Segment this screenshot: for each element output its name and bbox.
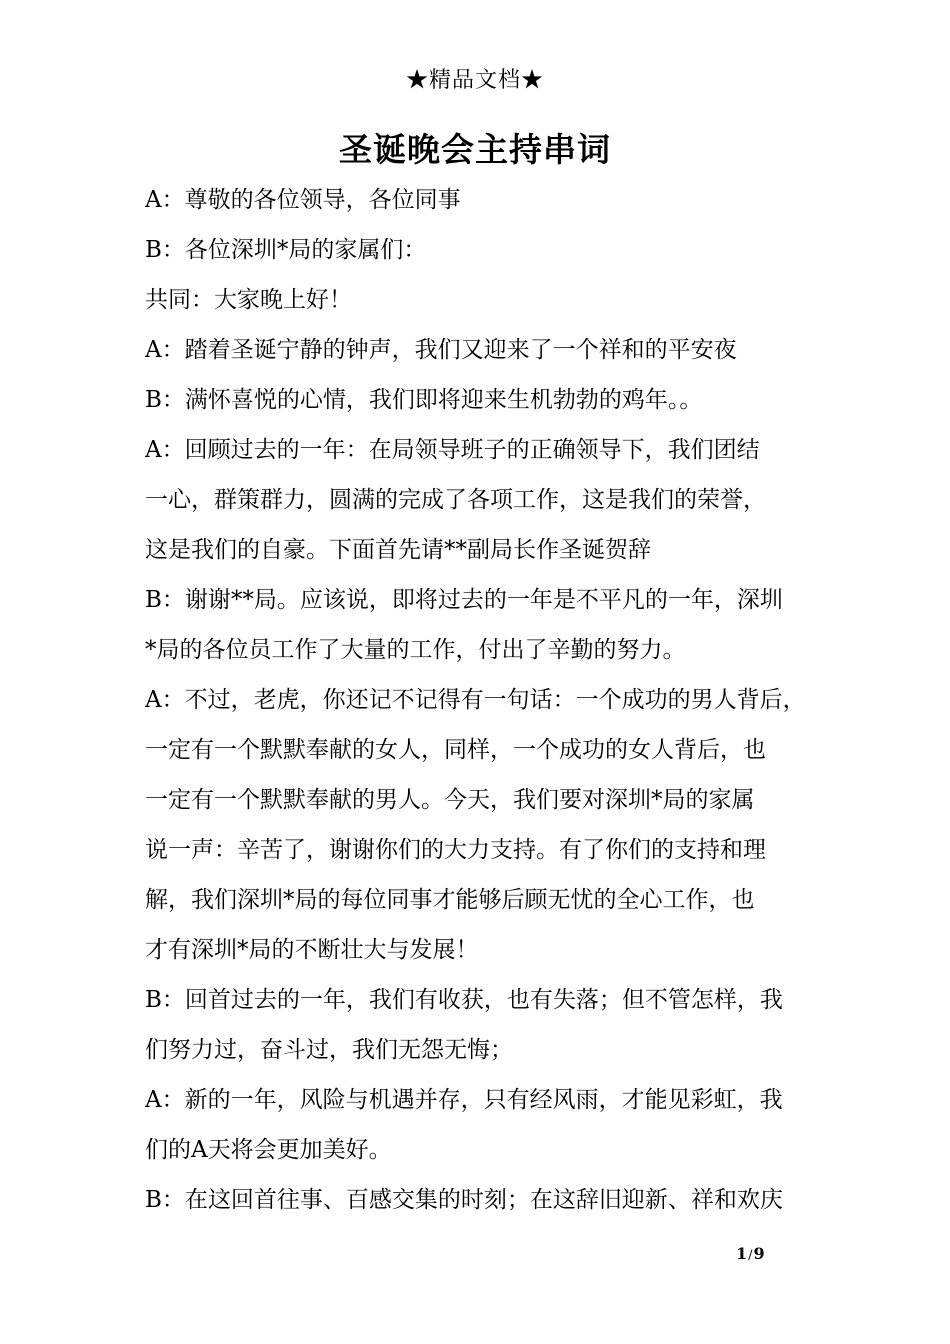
body-line: 这是我们的自豪。下面首先请**副局长作圣诞贺辞 [145, 537, 651, 563]
page-number [736, 1244, 796, 1266]
page-number-separator: / [748, 1248, 753, 1263]
body-line: *局的各位员工作了大量的工作，付出了辛勤的努力。 [145, 637, 686, 663]
body-line: 共同：大家晚上好！ [145, 287, 352, 313]
body-line: A：回顾过去的一年：在局领导班子的正确领导下，我们团结 [145, 437, 760, 463]
body-line: 们的A天将会更加美好。 [145, 1137, 392, 1163]
body-line: A：不过，老虎，你还记不记得有一句话：一个成功的男人背后， [145, 687, 806, 713]
body-line: B：在这回首往事、百感交集的时刻；在这辞旧迎新、祥和欢庆 [145, 1187, 783, 1213]
page-number-total: 9 [753, 1244, 765, 1263]
body-line: B：谢谢**局。应该说，即将过去的一年是不平凡的一年，深圳 [145, 587, 783, 613]
body-line: 一定有一个默默奉献的男人。今天，我们要对深圳*局的家属 [145, 787, 755, 813]
document-body [145, 178, 810, 1228]
body-line: 说一声：辛苦了，谢谢你们的大力支持。有了你们的支持和理 [145, 837, 766, 863]
body-line: A：踏着圣诞宁静的钟声，我们又迎来了一个祥和的平安夜 [145, 337, 737, 363]
body-line: 一定有一个默默奉献的女人，同样，一个成功的女人背后，也 [145, 737, 766, 763]
body-line: 一心，群策群力，圆满的完成了各项工作，这是我们的荣誉， [145, 487, 766, 513]
body-line: B：各位深圳*局的家属们： [145, 237, 427, 263]
document-title: 圣诞晚会主持串词 [339, 130, 611, 169]
body-line: A：新的一年，风险与机遇并存，只有经风雨，才能见彩虹，我 [145, 1087, 783, 1113]
body-line: 解，我们深圳*局的每位同事才能够后顾无忧的全心工作，也 [145, 887, 755, 913]
body-line: 们努力过，奋斗过，我们无怨无悔； [145, 1037, 513, 1063]
document-header-banner: ★精品文档★ [405, 68, 544, 93]
body-line: A：尊敬的各位领导，各位同事 [145, 187, 461, 213]
page-number-current: 1 [736, 1244, 748, 1263]
body-line: B：满怀喜悦的心情，我们即将迎来生机勃勃的鸡年。。 [145, 387, 703, 413]
body-line: 才有深圳*局的不断壮大与发展！ [145, 937, 479, 963]
body-line: B：回首过去的一年，我们有收获，也有失落；但不管怎样，我 [145, 987, 783, 1013]
